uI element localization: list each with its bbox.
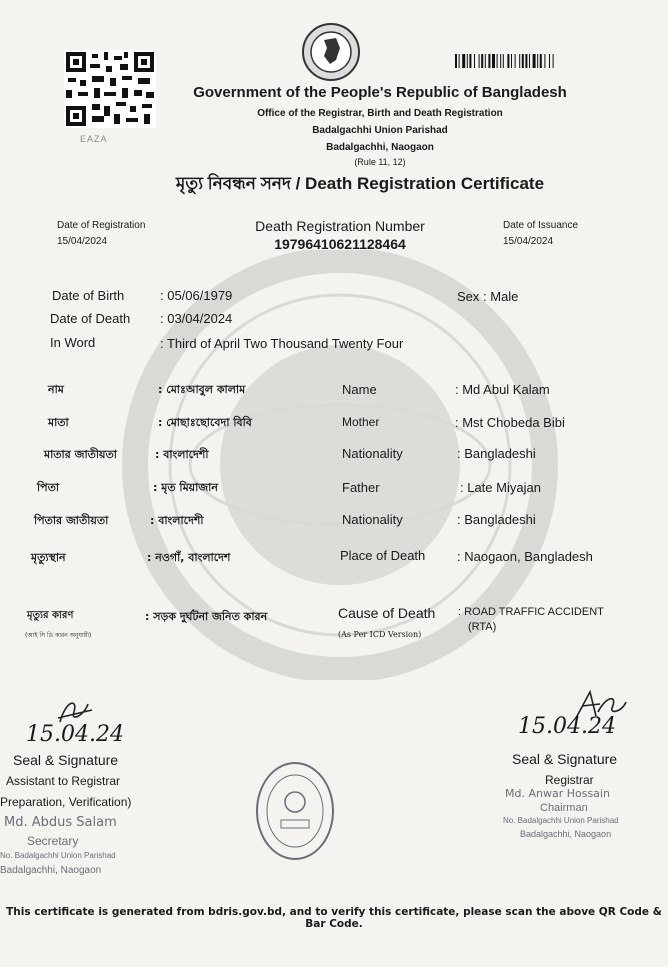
- birth-date-label: Date of Birth: [52, 288, 125, 303]
- cause-of-death-value: : ROAD TRAFFIC ACCIDENT: [458, 606, 604, 618]
- in-word-value: : Third of April Two Thousand Twenty Four: [160, 336, 404, 351]
- right-role: Registrar: [545, 773, 594, 787]
- union-title: Badalgachhi Union Parishad: [312, 125, 448, 136]
- qr-code-text: EAZA: [80, 134, 108, 144]
- mother-nationality-label: Nationality: [342, 446, 403, 461]
- name-value: : Md Abul Kalam: [455, 382, 550, 397]
- location-title: Badalgachhi, Naogaon: [326, 142, 434, 153]
- right-signature-date: 15.04.24: [518, 714, 616, 739]
- right-seal-title: Seal & Signature: [512, 751, 618, 767]
- father-value: : Late Miyajan: [460, 480, 541, 495]
- sex-value: Sex : Male: [457, 289, 519, 304]
- mother-nationality-value: : Bangladeshi: [457, 446, 536, 461]
- left-role-line1: Assistant to Registrar: [6, 774, 121, 788]
- bn-mother-nationality-value: : বাংলাদেশী: [155, 448, 209, 461]
- left-stamp-designation: Secretary: [27, 834, 79, 848]
- registration-number: 19796410621128464: [274, 236, 406, 252]
- office-seal-icon: [255, 760, 335, 862]
- death-date-label: Date of Death: [50, 311, 131, 326]
- father-label: Father: [342, 480, 380, 495]
- right-stamp-location: Badalgachhi, Naogaon: [520, 829, 612, 839]
- right-stamp-name: Md. Anwar Hossain: [505, 787, 610, 800]
- qr-code[interactable]: [64, 50, 156, 128]
- birth-date-value: : 05/06/1979: [160, 288, 233, 303]
- government-emblem-icon: [294, 22, 368, 82]
- verification-footer: This certificate is generated from bdris.gov.bd, and to verify this certificate, please scan the above QR Code & Bar Code.: [6, 906, 662, 930]
- left-role-line2: Preparation, Verification): [0, 795, 132, 809]
- father-nationality-value: : Bangladeshi: [457, 512, 536, 527]
- left-signature-date: 15.04.24: [26, 722, 124, 747]
- death-date-value: : 03/04/2024: [160, 311, 233, 326]
- registration-date: 15/04/2024: [57, 236, 108, 247]
- cause-of-death-sub: (As Per ICD Version): [338, 630, 422, 639]
- right-stamp-designation: Chairman: [540, 802, 588, 814]
- cause-of-death-label: Cause of Death: [338, 605, 436, 621]
- bn-name-label: নাম: [48, 383, 64, 396]
- in-word-label: In Word: [50, 335, 96, 350]
- left-stamp-location: Badalgachhi, Naogaon: [0, 865, 102, 876]
- barcode[interactable]: [455, 54, 623, 68]
- bn-name-value: : মোঃআবুল কালাম: [158, 383, 246, 396]
- issuance-date: 15/04/2024: [503, 236, 554, 247]
- bn-mother-label: মাতা: [48, 416, 69, 429]
- mother-value: : Mst Chobeda Bibi: [455, 415, 565, 430]
- mother-label: Mother: [342, 415, 380, 429]
- registration-date-label: Date of Registration: [57, 220, 146, 231]
- left-seal-title: Seal & Signature: [13, 752, 119, 768]
- certificate-title: মৃত্যু নিবন্ধন সনদ / Death Registration Certificate: [175, 174, 545, 193]
- rule-text: (Rule 11, 12): [354, 157, 406, 167]
- name-label: Name: [342, 382, 377, 397]
- registration-number-label: Death Registration Number: [255, 218, 425, 234]
- bn-father-label: পিতা: [37, 481, 60, 494]
- bn-place-of-death-label: মৃত্যুস্থান: [31, 551, 66, 564]
- cause-of-death-value-line2: (RTA): [468, 621, 497, 633]
- place-of-death-label: Place of Death: [340, 548, 426, 563]
- bn-cause-of-death-value: : সড়ক দুর্ঘটনা জনিত কারন: [145, 610, 268, 623]
- bn-place-of-death-value: : নওগাঁ, বাংলাদেশ: [147, 551, 231, 564]
- father-nationality-label: Nationality: [342, 512, 403, 527]
- bn-cause-of-death-label: মৃত্যুর কারণ: [27, 610, 74, 621]
- bn-mother-nationality-label: মাতার জাতীয়তা: [44, 448, 117, 461]
- left-stamp-office: No. Badalgachhi Union Parishad: [0, 851, 116, 860]
- left-stamp-name: Md. Abdus Salam: [4, 815, 117, 830]
- bn-father-value: : মৃত মিয়াজান: [153, 481, 218, 494]
- bn-father-nationality-value: : বাংলাদেশী: [150, 514, 204, 527]
- office-title: Office of the Registrar, Birth and Death Registration: [257, 108, 503, 119]
- bn-father-nationality-label: পিতার জাতীয়তা: [34, 514, 109, 527]
- issuance-date-label: Date of Issuance: [503, 220, 579, 231]
- place-of-death-value: : Naogaon, Bangladesh: [457, 549, 593, 564]
- government-title: Government of the People's Republic of Bangladesh: [193, 84, 567, 101]
- bn-cause-of-death-sub: (আই সি ডি কারন অনুযায়ী): [25, 632, 92, 639]
- bn-mother-value: : মোছাঃছোবেদা বিবি: [158, 416, 252, 429]
- right-stamp-office: No. Badalgachhi Union Parishad: [503, 816, 619, 825]
